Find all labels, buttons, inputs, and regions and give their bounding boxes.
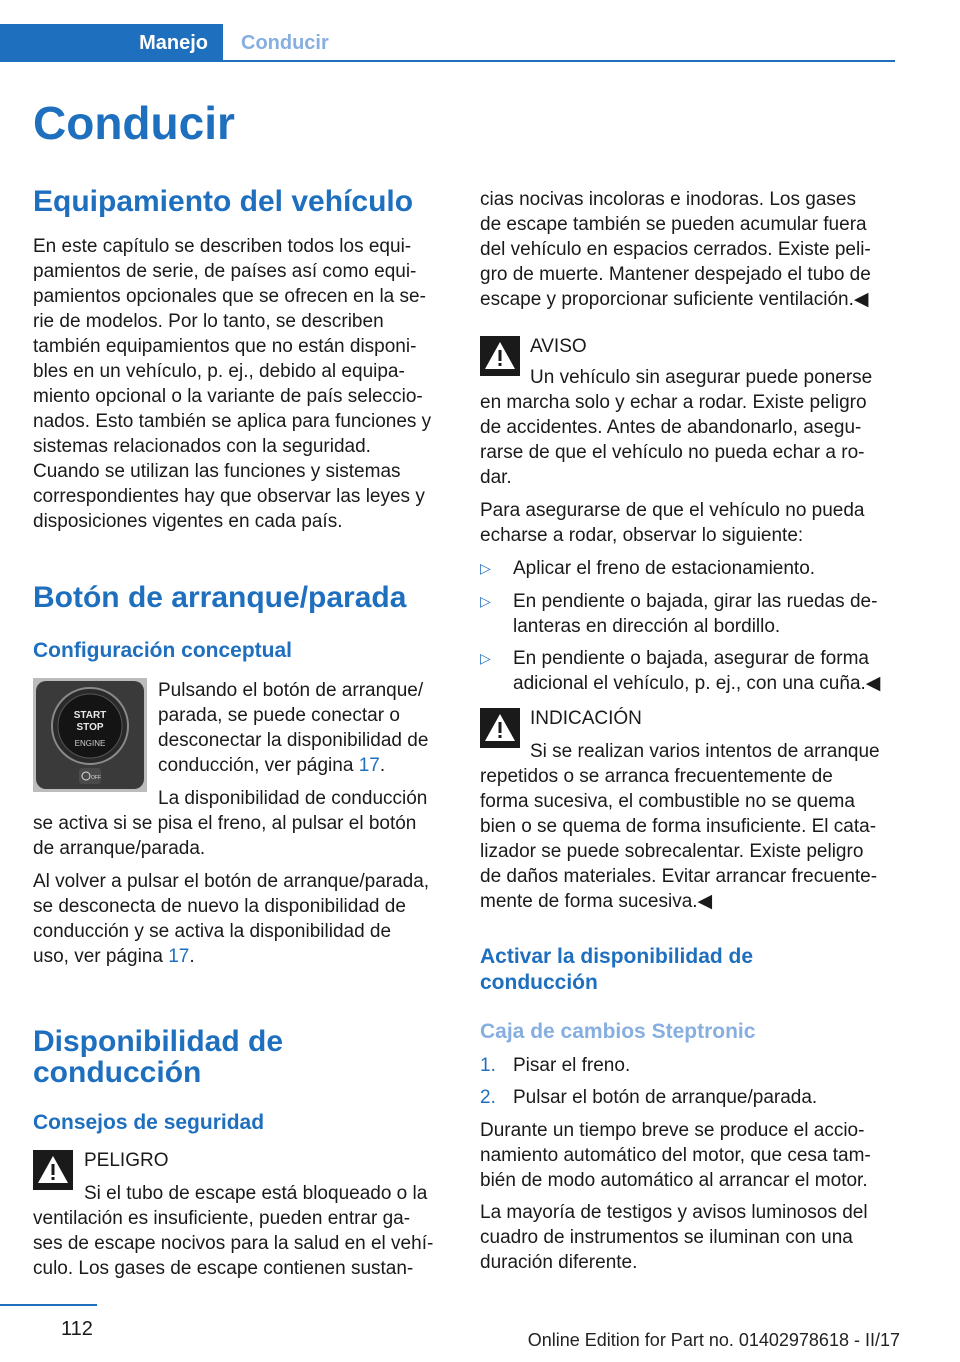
equip-line-12: disposiciones vigentes en cada país. <box>33 511 343 532</box>
warning-triangle-icon <box>33 1150 73 1190</box>
aviso-line-1: Un vehículo sin asegurar puede ponerse <box>530 367 873 388</box>
off-label: OFF <box>91 775 101 781</box>
bullet-triangle-icon: ▷ <box>480 650 491 666</box>
peligro-line-1: Si el tubo de escape está bloqueado o la <box>84 1183 428 1204</box>
peligro-line-2: ventilación es insuficiente, pueden entrar ga- <box>33 1208 411 1229</box>
pulsando-line-3: desconectar la disponibilidad de <box>158 730 429 751</box>
engine-label: ENGINE <box>74 739 106 748</box>
warning-triangle-icon <box>480 708 520 748</box>
list-item-text: lanteras en dirección al bordillo. <box>513 616 781 637</box>
step-number: 2. <box>480 1087 496 1108</box>
equip-line-9: sistemas relacionados con la seguridad. <box>33 436 371 457</box>
heading-caja-steptronic: Caja de cambios Steptronic <box>480 1020 756 1043</box>
heading-activar-2: conducción <box>480 971 598 994</box>
list-item-text: Aplicar el freno de estacionamiento. <box>513 558 816 579</box>
durante-line-2: namiento automático del motor, que cesa tam- <box>480 1145 871 1166</box>
pulsando-line-4 <box>158 753 448 778</box>
heading-activar-1: Activar la disponibilidad de <box>480 945 754 968</box>
volver-line-3: conducción y se activa la disponibilidad de <box>33 921 392 942</box>
section-tab-manejo[interactable]: Manejo <box>0 24 223 62</box>
equip-line-11: correspondientes hay que observar las leyes y <box>33 486 425 507</box>
period: . <box>379 755 386 776</box>
step-number: 1. <box>480 1055 496 1076</box>
start-stop-button-icon <box>33 678 147 792</box>
pulsando-text: conducción, ver página <box>158 755 359 776</box>
durante-line-1: Durante un tiempo breve se produce el accio- <box>480 1120 865 1141</box>
aviso-line-4: rarse de que el vehículo no pueda echar a ro- <box>480 442 865 463</box>
equip-line-4: rie de modelos. Por lo tanto, se describen <box>33 311 384 332</box>
volver-text: uso, ver página <box>33 946 169 967</box>
section-tab-conducir[interactable]: Conducir <box>241 32 329 54</box>
warning-triangle-icon <box>480 336 520 376</box>
heading-equipamiento: Equipamiento del vehículo <box>33 185 414 218</box>
cont-line-4: gro de muerte. Mantener despejado el tubo de <box>480 264 871 285</box>
durante-line-3: bién de modo automático al arrancar el motor. <box>480 1170 868 1191</box>
equip-line-8: nados. Esto también se aplica para funciones y <box>33 411 432 432</box>
page-number: 112 <box>61 1318 93 1340</box>
indicacion-title: INDICACIÓN <box>530 708 642 729</box>
para-line-1: Para asegurarse de que el vehículo no pueda <box>480 500 865 521</box>
ind-line-3: forma sucesiva, el combustible no se quema <box>480 791 855 812</box>
heading-disponibilidad-1: Disponibilidad de <box>33 1025 284 1058</box>
page-header <box>0 24 895 62</box>
ind-line-6: de daños materiales. Evitar arrancar frecuente- <box>480 866 878 887</box>
para-line-2: echarse a rodar, observar lo siguiente: <box>480 525 804 546</box>
peligro-line-3: ses de escape nocivos para la salud en el vehí- <box>33 1233 434 1254</box>
mayoria-line-1: La mayoría de testigos y avisos luminosos del <box>480 1202 868 1223</box>
aviso-line-2: en marcha solo y echar a rodar. Existe peligro <box>480 392 867 413</box>
step-text: Pisar el freno. <box>513 1055 631 1076</box>
cont-line-5: escape y proporcionar suficiente ventilación.◀ <box>480 289 869 310</box>
ind-line-2: repetidos o se arranca frecuentemente de <box>480 766 833 787</box>
aviso-line-5: dar. <box>480 467 512 488</box>
page-link-17[interactable]: 17 <box>358 755 380 776</box>
disp-line-2: se activa si se pisa el freno, al pulsar el botón <box>33 813 417 834</box>
volver-line-2: se desconecta de nuevo la disponibilidad de <box>33 896 406 917</box>
page-link-17[interactable]: 17 <box>168 946 190 967</box>
cont-line-3: del vehículo en espacios cerrados. Existe peli- <box>480 239 871 260</box>
pulsando-line-1: Pulsando el botón de arranque/ <box>158 680 424 701</box>
list-item-text: En pendiente o bajada, girar las ruedas de- <box>513 591 878 612</box>
ind-line-7: mente de forma sucesiva.◀ <box>480 891 713 912</box>
mayoria-line-3: duración diferente. <box>480 1252 638 1273</box>
step-text: Pulsar el botón de arranque/parada. <box>513 1087 818 1108</box>
volver-line-1: Al volver a pulsar el botón de arranque/parada, <box>33 871 430 892</box>
header-divider <box>0 60 895 62</box>
cont-line-2: de escape también se pueden acumular fuera <box>480 214 867 235</box>
ind-line-5: lizador se puede sobrecalentar. Existe peligro <box>480 841 864 862</box>
equip-line-10: Cuando se utilizan las funciones y sistemas <box>33 461 401 482</box>
heading-disponibilidad-2: conducción <box>33 1056 202 1089</box>
volver-line-4 <box>33 944 447 969</box>
page-title: Conducir <box>33 97 235 149</box>
bullet-triangle-icon: ▷ <box>480 560 491 576</box>
heading-consejos: Consejos de seguridad <box>33 1111 265 1134</box>
heading-configuracion: Configuración conceptual <box>33 639 293 662</box>
start-stop-button-image <box>33 678 147 792</box>
disp-line-3: de arranque/parada. <box>33 838 206 859</box>
mayoria-line-2: cuadro de instrumentos se iluminan con una <box>480 1227 853 1248</box>
list-item-text: adicional el vehículo, p. ej., con una cuña.◀ <box>513 673 881 694</box>
ind-line-4: bien o se quema de forma insuficiente. El cata- <box>480 816 877 837</box>
heading-boton-arranque: Botón de arranque/parada <box>33 581 407 614</box>
ind-line-1: Si se realizan varios intentos de arranque <box>530 741 880 762</box>
footer-divider <box>0 1304 97 1306</box>
aviso-title: AVISO <box>530 336 587 357</box>
bullet-triangle-icon: ▷ <box>480 593 491 609</box>
pulsando-line-2: parada, se puede conectar o <box>158 705 400 726</box>
edition-note: Online Edition for Part no. 01402978618 - II/17 <box>527 1330 900 1350</box>
aviso-line-3: de accidentes. Antes de abandonarlo, asegu- <box>480 417 862 438</box>
cont-line-1: cias nocivas incoloras e inodoras. Los gases <box>480 189 856 210</box>
list-item-text: En pendiente o bajada, asegurar de forma <box>513 648 869 669</box>
equip-line-1: En este capítulo se describen todos los equi- <box>33 236 412 257</box>
equip-line-6: bles en un vehículo, p. ej., debido al equipa- <box>33 361 405 382</box>
stop-label: STOP <box>76 722 104 733</box>
period: . <box>189 946 195 967</box>
disp-line-1: La disponibilidad de conducción <box>158 788 428 809</box>
equip-line-7: miento opcional o la variante de país seleccio- <box>33 386 423 407</box>
peligro-line-4: culo. Los gases de escape contienen sustan- <box>33 1258 414 1279</box>
start-label: START <box>73 710 107 721</box>
equip-line-2: pamientos de serie, de países así como equi- <box>33 261 417 282</box>
peligro-title: PELIGRO <box>84 1150 169 1171</box>
equip-line-3: pamientos opcionales que se ofrecen en la se- <box>33 286 426 307</box>
equip-line-5: también equipamientos que no están disponi- <box>33 336 417 357</box>
